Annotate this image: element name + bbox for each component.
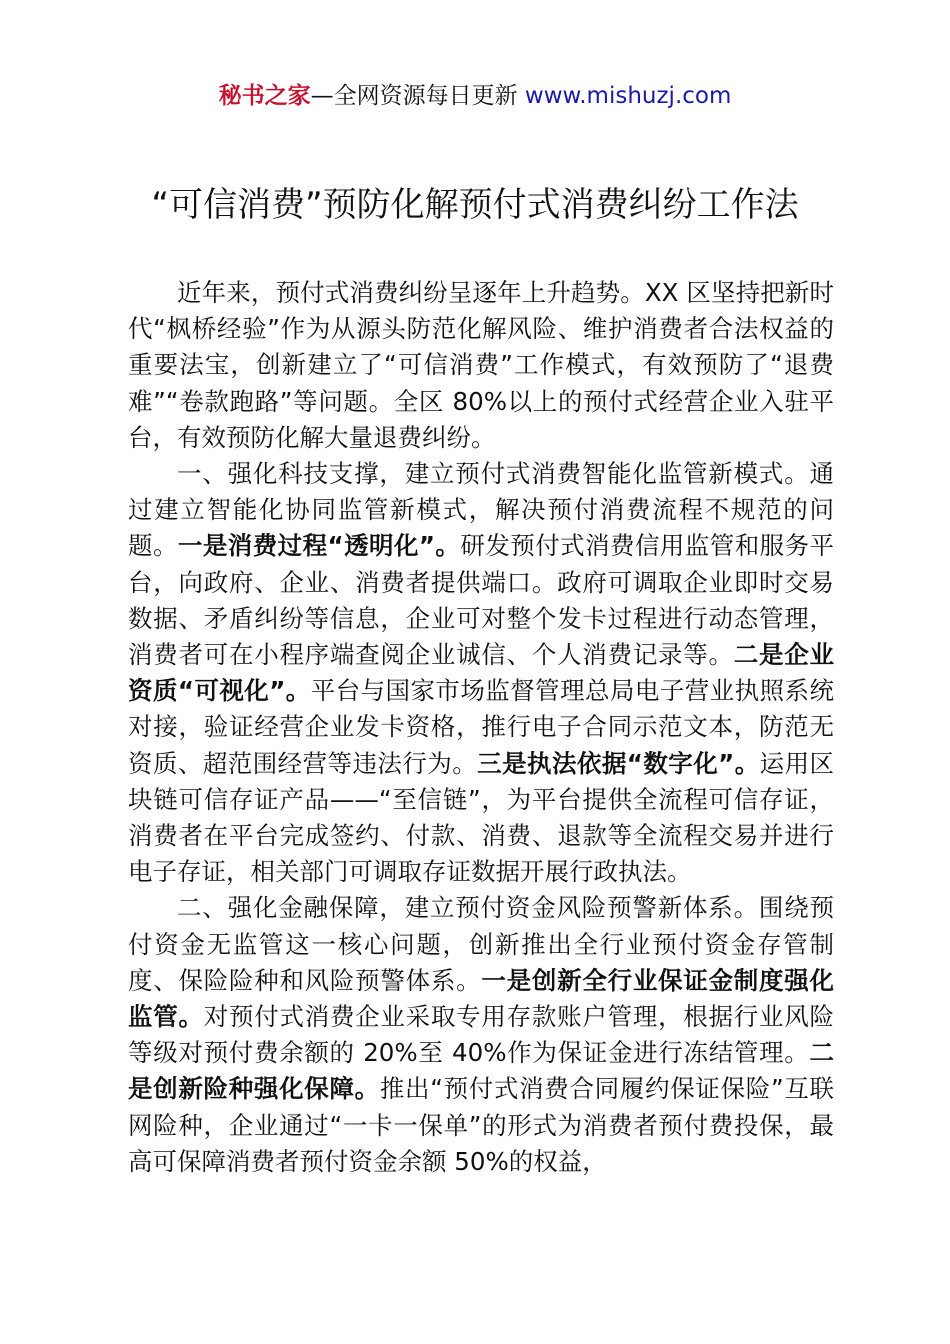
paragraph-text: 二、强化金融保障，建立预付资金风险预警新体系。围绕预付资金无监管这一核心问题，创新推出全行业预付资金存管制度、保险险种和风险预警体系。 bbox=[128, 893, 834, 995]
paragraph-text: 对预付式消费企业采取专用存款账户管理，根据行业风险等级对预付费余额的 20%至 40%作为保证金进行冻结管理。 bbox=[128, 1002, 835, 1068]
paragraph-section-one bbox=[128, 456, 834, 890]
paragraph-intro: 近年来，预付式消费纠纷呈逐年上升趋势。XX 区坚持把新时代“枫桥经验”作为从源头防范化解风险、维护消费者合法权益的重要法宝，创新建立了“可信消费”工作模式，有效预防了“退费难”“卷款跑路”等问题。全区 80%以上的预付式经营企业入驻平台，有效预防化解大量退费纠纷。 bbox=[128, 278, 834, 452]
brand-name: 秘书之家 bbox=[218, 83, 311, 109]
document-title: “可信消费”预防化解预付式消费纠纷工作法 bbox=[151, 185, 799, 225]
paragraph-text: 研发预付式消费信用监管和服务平台，向政府、企业、消费者提供端口。政府可调取企业即时交易数据、矛盾纠纷等信息，企业可对整个发卡过程进行动态管理，消费者可在小程序端查阅企业诚信、个人消费记录等。 bbox=[128, 531, 835, 670]
bold-point: 一是创新全行业保证金制度强化监管。 bbox=[128, 965, 835, 1032]
paragraph-text: 平台与国家市场监督管理总局电子营业执照系统对接，验证经营企业发卡资格，推行电子合同示范文本，防范无资质、超范围经营等违法行为。 bbox=[128, 676, 834, 778]
header-tagline: —全网资源每日更新 bbox=[310, 83, 525, 109]
bold-point: 三是执法依据“数字化”。 bbox=[477, 748, 760, 778]
paragraph-text: 运用区块链可信存证产品——“至信链”，为平台提供全流程可信存证，消费者在平台完成签约、付款、消费、退款等全流程交易并进行电子存证，相关部门可调取存证数据开展行政执法。 bbox=[128, 748, 835, 887]
site-header bbox=[0, 78, 950, 114]
paragraph-section-two bbox=[128, 890, 834, 1180]
bold-point: 一是消费过程“透明化”。 bbox=[177, 531, 461, 561]
bold-point: 二是创新险种强化保障。 bbox=[128, 1038, 834, 1104]
paragraph-text: 推出“预付式消费合同履约保证保险”互联网险种，企业通过“一卡一保单”的形式为消费者预付费投保，最高可保障消费者预付资金余额 50%的权益， bbox=[128, 1074, 834, 1176]
document-body bbox=[128, 275, 834, 1180]
paragraph-text: 一、强化科技支撑，建立预付式消费智能化监管新模式。通过建立智能化协同监管新模式，解决预付消费流程不规范的问题。 bbox=[128, 459, 834, 561]
bold-point: 二是企业资质“可视化”。 bbox=[128, 640, 835, 706]
site-url-link[interactable]: www.mishuzj.com bbox=[524, 83, 732, 109]
